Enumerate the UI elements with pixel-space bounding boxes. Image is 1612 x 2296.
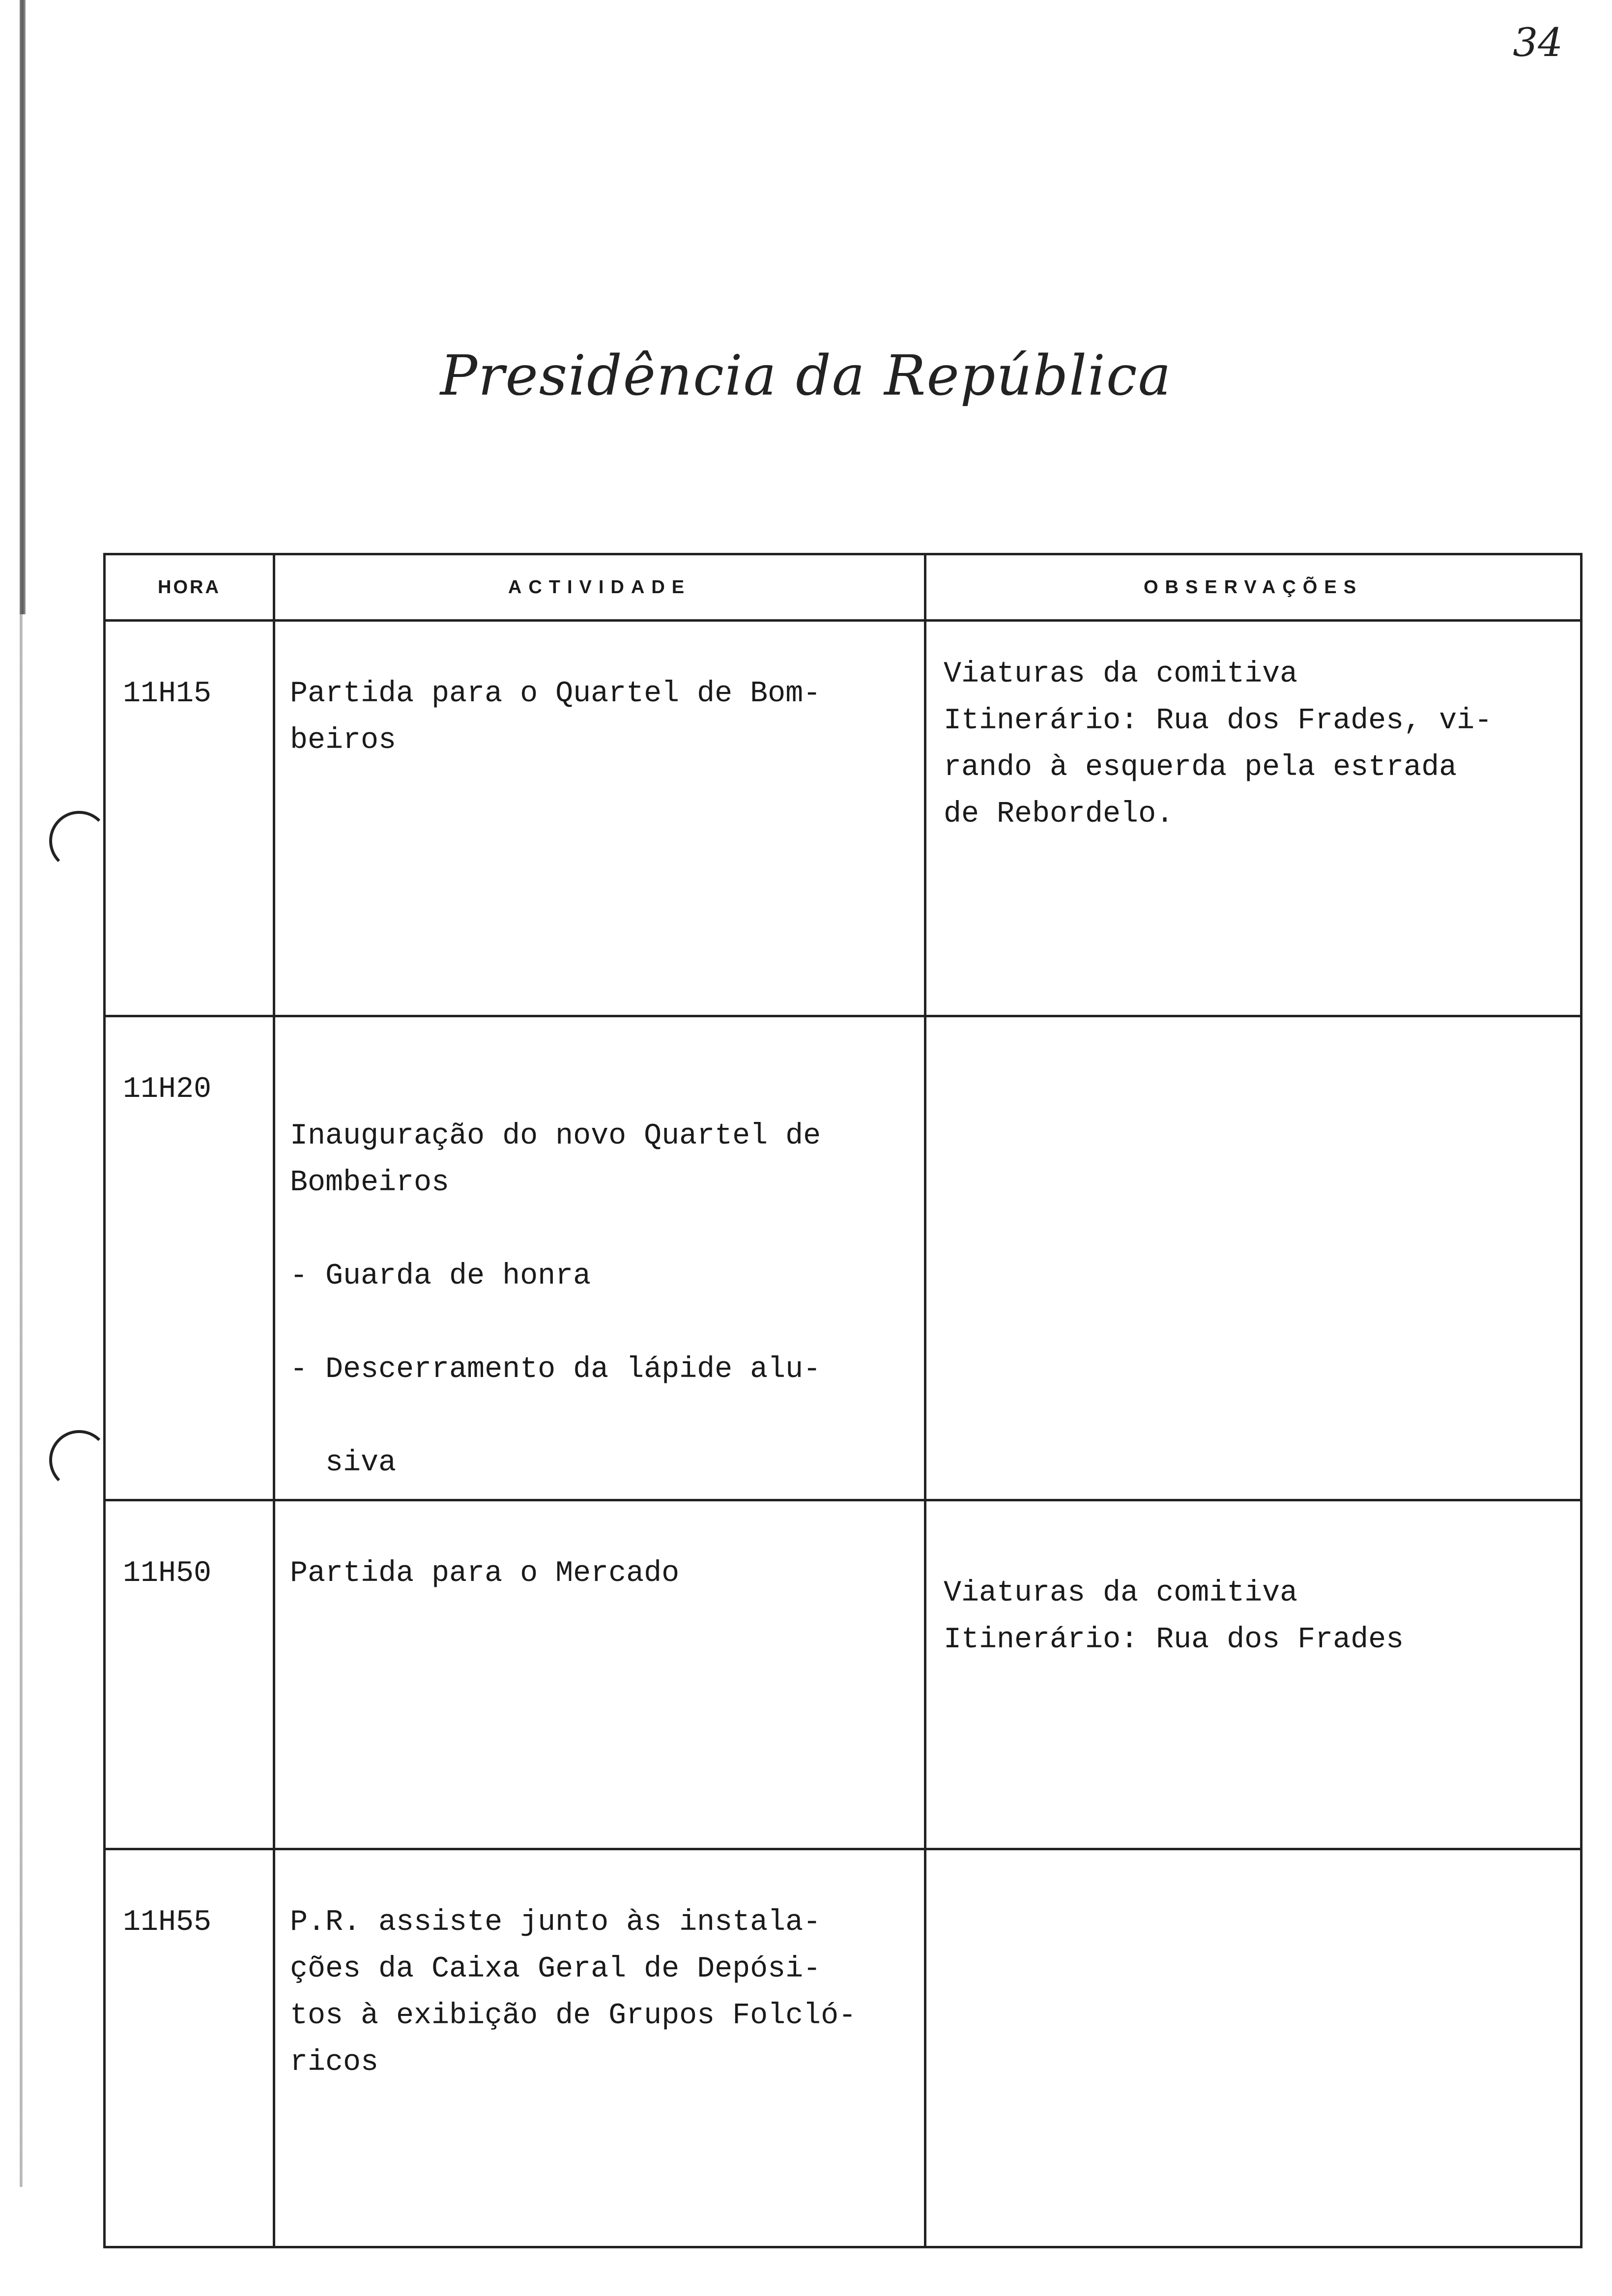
punch-hole-mark (49, 811, 109, 871)
row-observations (944, 1850, 1573, 1899)
header-hora: HORA (158, 576, 221, 598)
activity-line: - Guarda de honra (290, 1260, 591, 1293)
table-row (103, 1850, 1583, 2243)
table-row (103, 1501, 1583, 1850)
row-activity: Partida para o Mercado (290, 1557, 680, 1590)
activity-line: siva (290, 1446, 397, 1480)
punch-hole-mark (49, 1430, 109, 1490)
row-observations: Viaturas da comitiva Itinerário: Rua dos Frades (944, 1577, 1404, 1657)
table-row (103, 622, 1583, 1017)
row-observations: Viaturas da comitiva Itinerário: Rua dos Frades, vi- rando à esquerda pela estrada de Rebordelo. (944, 658, 1493, 831)
header-actividade: ACTIVIDADE (508, 576, 691, 598)
row-observations (944, 1017, 1573, 1066)
page-number: 34 (1513, 20, 1563, 65)
row-time: 11H15 (123, 677, 212, 711)
schedule-table (103, 553, 1583, 2248)
row-activity: Partida para o Quartel de Bom- beiros (290, 677, 821, 757)
row-time: 11H50 (123, 1557, 212, 1590)
table-row (103, 1017, 1583, 1501)
activity-line: - Descerramento da lápide alu- (290, 1353, 821, 1386)
binding-edge-lower (20, 614, 23, 2187)
activity-line: Inauguração do novo Quartel de (290, 1119, 821, 1153)
row-time: 11H20 (123, 1073, 212, 1106)
row-activity: P.R. assiste junto às instala- ções da Caixa Geral de Depósi- tos à exibição de Grupos Folcló- ricos (290, 1906, 857, 2079)
activity-line: Bombeiros (290, 1166, 450, 1200)
row-activity (290, 1017, 914, 1533)
letterhead-title: Presidência da República (440, 344, 1172, 408)
binding-edge (20, 0, 26, 614)
table-header-row (103, 555, 1583, 622)
row-time: 11H55 (123, 1906, 212, 1939)
header-observacoes: OBSERVAÇÕES (1143, 576, 1363, 598)
